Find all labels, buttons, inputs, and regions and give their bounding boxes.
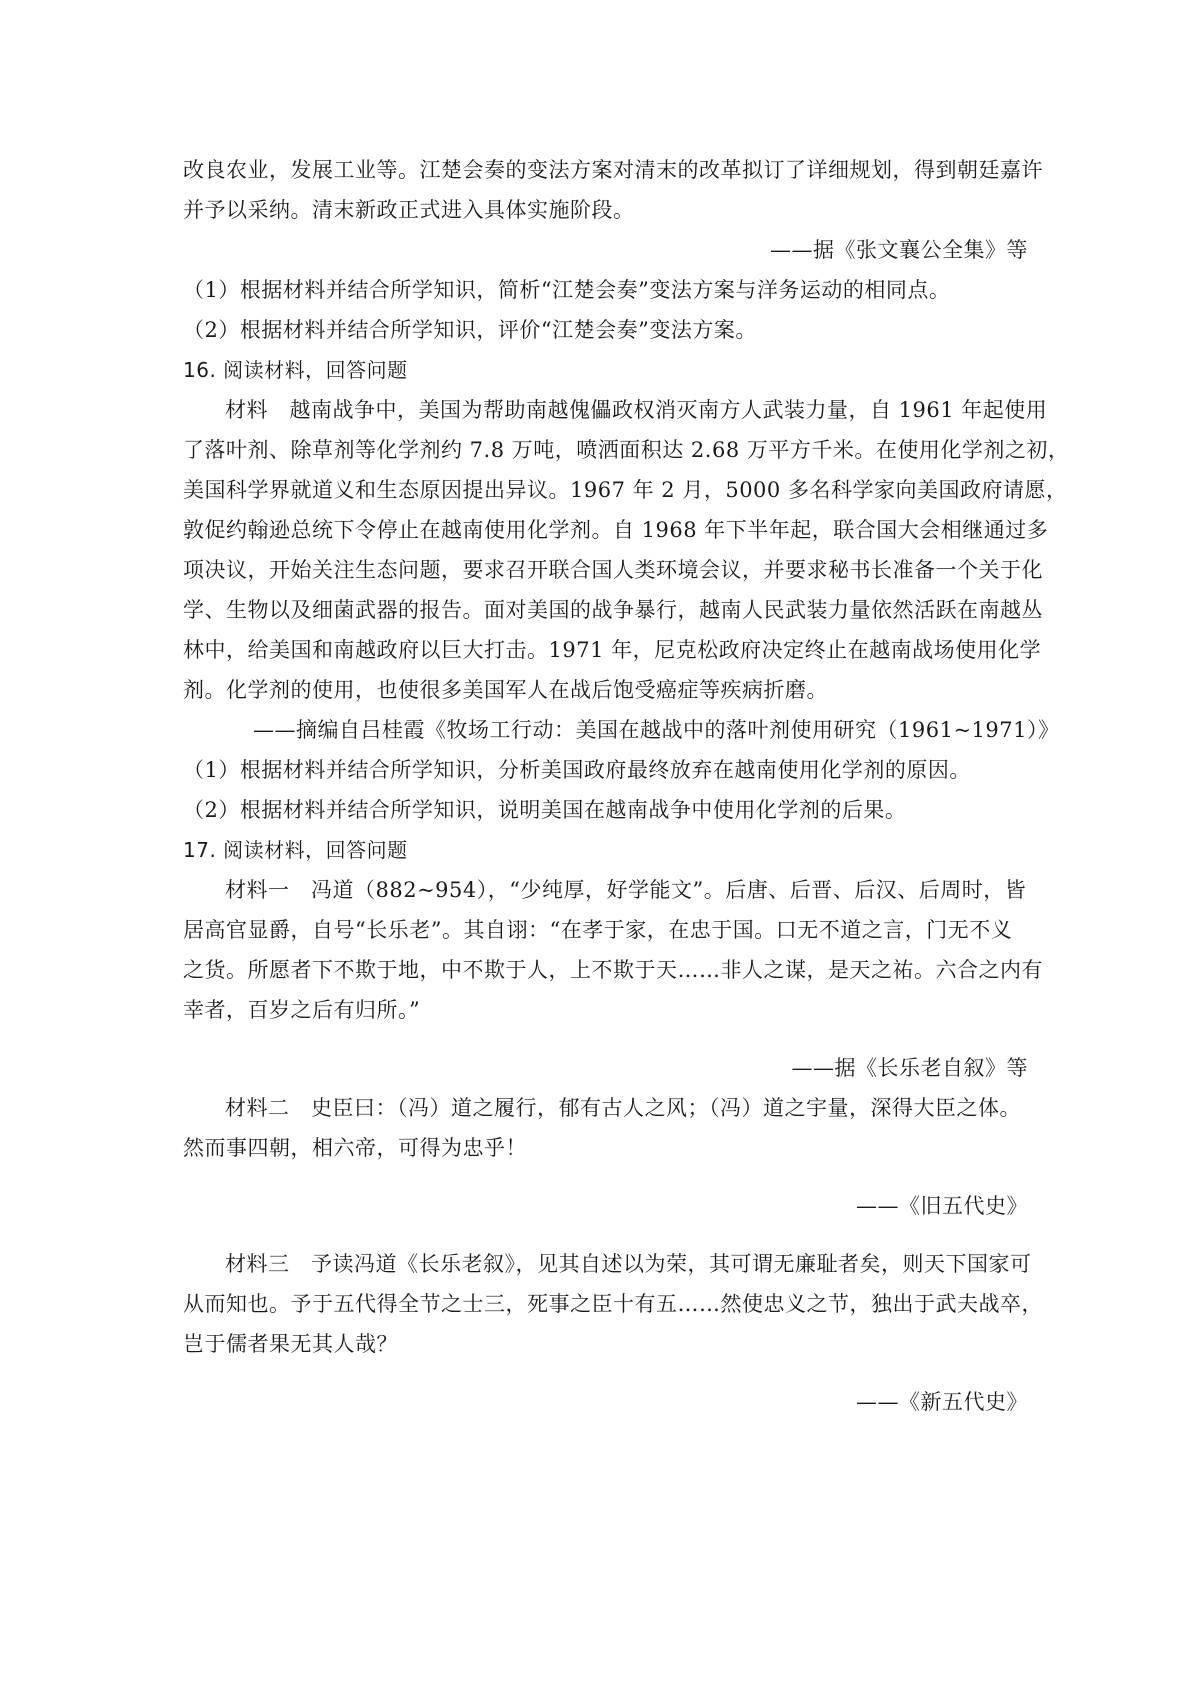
q17-heading: 17. 阅读材料，回答问题: [183, 838, 408, 862]
q17-m1-line: 居高官显爵，自号“长乐老”。其自诩：“在孝于家，在忠于国。口无不道之言，门无不义: [183, 918, 1013, 942]
q16-para-line: 了落叶剂、除草剂等化学剂约 7.8 万吨，喷洒面积达 2.68 万平方千米。在使用化学剂之初，: [183, 438, 1070, 462]
q16-para-line: 材料 越南战争中，美国为帮助南越傀儡政权消灭南方人武装力量，自 1961 年起使用: [225, 398, 1048, 422]
q17-m3-line: 岂于儒者果无其人哉？: [183, 1332, 398, 1356]
q17-m1-line: 幸者，百岁之后有归所。”: [183, 998, 421, 1022]
q17-m3-line: 从而知也。予于五代得全节之士三，死事之臣十有五……然使忠义之节，独出于武夫战卒，: [183, 1292, 1043, 1316]
q17-material-1: [183, 870, 1043, 1030]
q17-m1-source: ——据《长乐老自叙》等: [791, 1056, 1028, 1080]
q17-m2-source: ——《旧五代史》: [856, 1194, 1028, 1218]
q16-para-line: 敦促约翰逊总统下令停止在越南使用化学剂。自 1968 年下半年起，联合国大会相继通过多: [183, 518, 1049, 542]
q17-m1-line: 之货。所愿者下不欺于地，中不欺于人，上不欺于天……非人之谋，是天之祐。六合之内有: [183, 958, 1043, 982]
q16-para-line: 美国科学界就道义和生态原因提出异议。1967 年 2 月，5000 多名科学家向美国政府请愿，: [183, 478, 1068, 502]
q16-para-line: 林中，给美国和南越政府以巨大打击。1971 年，尼克松政府决定终止在越南战场使用化学: [183, 638, 1042, 662]
q15-question-1: （1）根据材料并结合所学知识，简析“江楚会奏”变法方案与洋务运动的相同点。: [183, 278, 951, 302]
q16-heading: 16. 阅读材料，回答问题: [183, 358, 408, 382]
q16-question-1: （1）根据材料并结合所学知识，分析美国政府最终放弃在越南使用化学剂的原因。: [183, 758, 971, 782]
q16-question-2: （2）根据材料并结合所学知识，说明美国在越南战争中使用化学剂的后果。: [183, 798, 907, 822]
q16-para-line: 剂。化学剂的使用，也使很多美国军人在战后饱受癌症等疾病折磨。: [183, 678, 828, 702]
q16-para-line: 学、生物以及细菌武器的报告。面对美国的战争暴行，越南人民武装力量依然活跃在南越丛: [183, 598, 1043, 622]
document-page: [183, 150, 1070, 1422]
q17-material-2: [183, 1088, 1028, 1168]
q17-m1-line: 材料一 冯道（882~954），“少纯厚，好学能文”。后唐、后晋、后汉、后周时，皆: [225, 878, 1027, 902]
q15-para-line: 改良农业，发展工业等。江楚会奏的变法方案对清末的改革拟订了详细规划，得到朝廷嘉许: [183, 158, 1043, 182]
q17-m3-line: 材料三 予读冯道《长乐老叙》，见其自述以为荣，其可谓无廉耻者矣，则天下国家可: [225, 1252, 1032, 1276]
q17-m3-source: ——《新五代史》: [856, 1390, 1028, 1414]
q15-paragraph: [183, 150, 1043, 230]
q16-source: ——摘编自吕桂霞《牧场工行动：美国在越战中的落叶剂使用研究（1961~1971）》: [253, 718, 1060, 742]
q15-question-2: （2）根据材料并结合所学知识，评价“江楚会奏”变法方案。: [183, 318, 757, 342]
q17-m2-line: 材料二 史臣曰：（冯）道之履行，郁有古人之风；（冯）道之宇量，深得大臣之体。: [225, 1096, 1021, 1120]
q17-m2-line: 然而事四朝，相六帝，可得为忠乎！: [183, 1136, 527, 1160]
q15-para-line: 并予以采纳。清末新政正式进入具体实施阶段。: [183, 198, 635, 222]
q16-para-line: 项决议，开始关注生态问题，要求召开联合国人类环境会议，并要求秘书长准备一个关于化: [183, 558, 1043, 582]
q17-material-3: [183, 1244, 1043, 1364]
q16-material: [183, 390, 1070, 710]
q15-source: ——据《张文襄公全集》等: [770, 238, 1028, 262]
